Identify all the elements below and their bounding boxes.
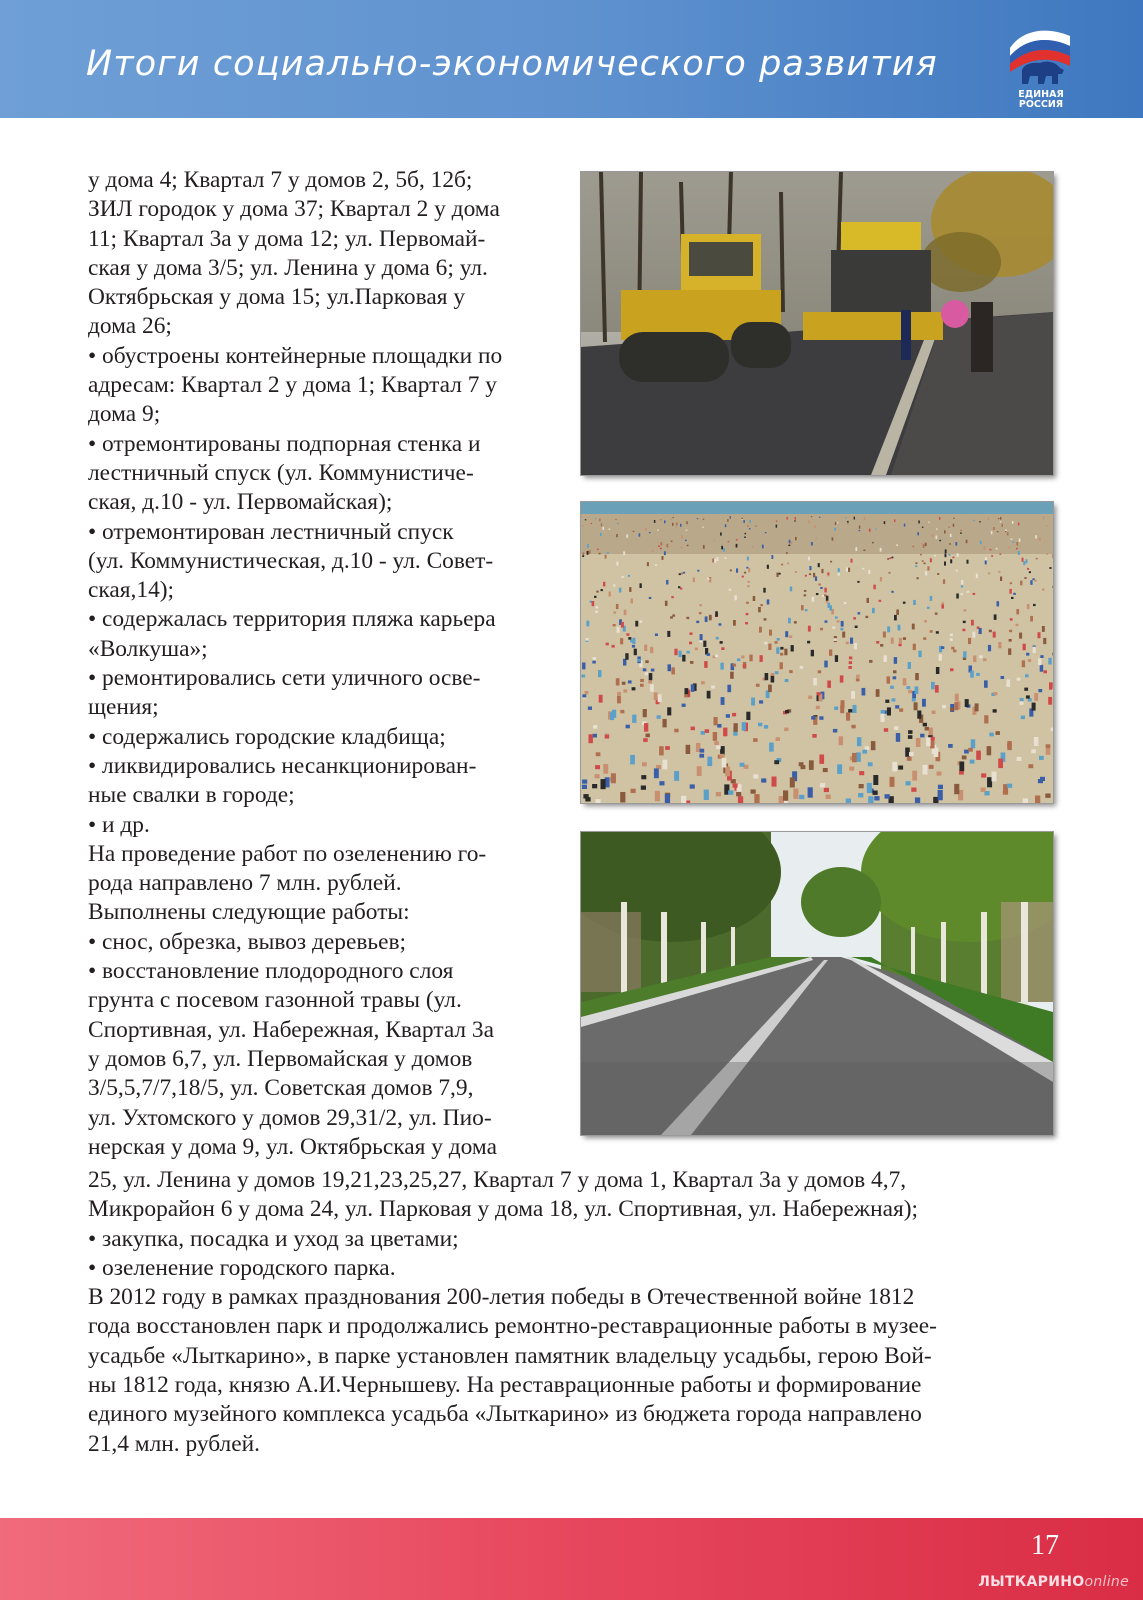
- column-text-line: лестничный спуск (ул. Коммунистиче-: [88, 459, 474, 486]
- column-text-line: нерская у дома 9, ул. Октябрьская у дома: [88, 1133, 497, 1160]
- column-text-line: • и др.: [88, 811, 150, 838]
- column-text-line: • восстановление плодородного слоя: [88, 958, 454, 985]
- page-number: 17: [1031, 1530, 1059, 1561]
- column-text-line: (ул. Коммунистическая, д.10 - ул. Совет-: [88, 547, 494, 574]
- logo-text-line2: РОССИЯ: [1018, 99, 1064, 110]
- full-width-text-line: В 2012 году в рамках празднования 200-летия победы в Отечественной войне 1812: [88, 1284, 915, 1311]
- column-text-line: • ремонтировались сети уличного осве-: [88, 665, 481, 692]
- column-text-line: • отремонтированы подпорная стенка и: [88, 430, 481, 457]
- column-text: [88, 166, 558, 1162]
- column-text-line: Спортивная, ул. Набережная, Квартал 3а: [88, 1016, 495, 1043]
- full-width-text-line: Микрорайон 6 у дома 24, ул. Парковая у дома 18, ул. Спортивная, ул. Набережная);: [88, 1196, 919, 1223]
- column-text-line: Октябрьская у дома 15; ул.Парковая у: [88, 284, 466, 311]
- watermark-light: online: [1084, 1574, 1129, 1590]
- page-header: [0, 0, 1143, 118]
- column-text-line: • содержались городские кладбища;: [88, 723, 446, 750]
- crowded-beach-photo: [581, 502, 1053, 803]
- bear-flag-logo: [1006, 26, 1076, 114]
- logo-text-line1: ЕДИНАЯ: [1018, 89, 1064, 100]
- column-text-line: ская, д.10 - ул. Первомайская);: [88, 489, 393, 516]
- page-footer: [0, 1518, 1143, 1600]
- column-text-line: у дома 4; Квартал 7 у домов 2, 5б, 12б;: [88, 167, 473, 193]
- column-text-line: ская у дома 3/5; ул. Ленина у дома 6; ул.: [88, 254, 488, 281]
- column-text-line: дома 9;: [88, 401, 161, 428]
- site-watermark: [978, 1574, 1129, 1590]
- column-text-line: дома 26;: [88, 313, 172, 340]
- column-text-line: рода направлено 7 млн. рублей.: [88, 870, 402, 897]
- column-text-line: ул. Ухтомского у домов 29,31/2, ул. Пио-: [88, 1104, 492, 1131]
- column-text-line: «Волкуша»;: [88, 635, 208, 662]
- column-text-line: 3/5,5,7/7,18/5, ул. Советская домов 7,9,: [88, 1075, 474, 1102]
- full-width-text-line: года восстановлен парк и продолжались ремонтно-реставрационные работы в музее-: [88, 1313, 937, 1340]
- full-width-text-line: 21,4 млн. рублей.: [88, 1430, 260, 1457]
- column-text-line: ЗИЛ городок у дома 37; Квартал 2 у дома: [88, 196, 500, 223]
- column-text-line: • ликвидировались несанкционирован-: [88, 752, 477, 779]
- watermark-bold: ЛЫТКАРИНО: [978, 1574, 1085, 1590]
- column-text-line: • снос, обрезка, вывоз деревьев;: [88, 928, 407, 955]
- tree-lined-street-photo: [581, 832, 1053, 1135]
- column-text-line: адресам: Квартал 2 у дома 1; Квартал 7 у: [88, 372, 497, 399]
- road-paving-photo: [581, 172, 1053, 475]
- full-width-text: [88, 1166, 1056, 1459]
- column-text-line: • отремонтирован лестничный спуск: [88, 518, 454, 545]
- column-text-line: Выполнены следующие работы:: [88, 899, 410, 926]
- column-text-line: • содержалась территория пляжа карьера: [88, 606, 496, 633]
- full-width-text-line: ны 1812 года, князю А.И.Чернышеву. На реставрационные работы и формирование: [88, 1372, 922, 1399]
- column-text-line: у домов 6,7, ул. Первомайская у домов: [88, 1045, 473, 1072]
- full-width-text-line: 25, ул. Ленина у домов 19,21,23,25,27, Квартал 7 у дома 1, Квартал 3а у домов 4,7,: [88, 1167, 907, 1193]
- column-text-line: ская,14);: [88, 577, 175, 604]
- page-title: Итоги социально-экономического развития: [86, 44, 938, 84]
- bear-flag-logo-icon: [1006, 26, 1076, 88]
- column-text-line: 11; Квартал 3а у дома 12; ул. Первомай-: [88, 225, 486, 252]
- full-width-text-line: • закупка, посадка и уход за цветами;: [88, 1225, 459, 1252]
- full-width-text-line: единого музейного комплекса усадьба «Лыткарино» из бюджета города направлено: [88, 1401, 922, 1428]
- column-text-line: грунта с посевом газонной травы (ул.: [88, 987, 462, 1014]
- full-width-text-line: • озеленение городского парка.: [88, 1254, 396, 1281]
- column-text-line: • обустроены контейнерные площадки по: [88, 342, 503, 369]
- column-text-line: щения;: [88, 694, 159, 721]
- column-text-line: ные свалки в городе;: [88, 782, 295, 809]
- full-width-text-line: усадьбе «Лыткарино», в парке установлен памятник владельцу усадьбы, герою Вой-: [88, 1342, 932, 1369]
- column-text-line: На проведение работ по озеленению го-: [88, 840, 487, 867]
